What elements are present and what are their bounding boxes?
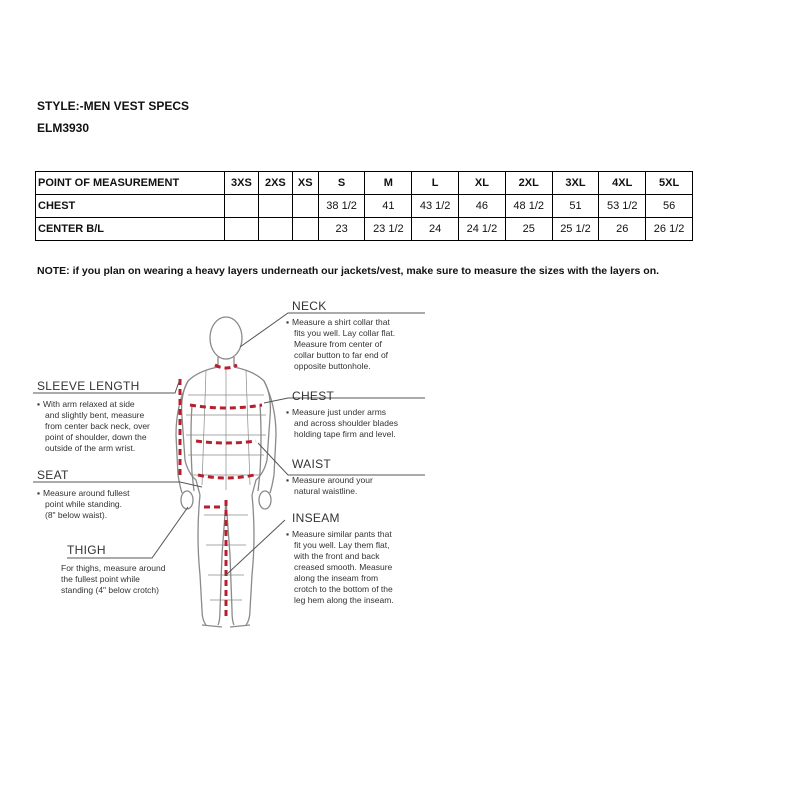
size-spec-table: [35, 171, 693, 241]
inseam-line: leg hem along the inseam.: [294, 595, 394, 605]
column-header: 3XL: [552, 172, 599, 195]
table-cell: 56: [646, 195, 693, 218]
table-cell: 23: [318, 218, 365, 241]
neck-line: Measure a shirt collar that: [292, 317, 390, 327]
seat-description: ▪ Measure around fullest point while standing. (8" below waist).: [37, 488, 130, 520]
layering-note: NOTE: if you plan on wearing a heavy layers underneath our jackets/vest, make sure to measure the sizes with the layers on.: [37, 265, 660, 277]
table-cell: 25 1/2: [552, 218, 599, 241]
chest-description: ▪ Measure just under arms and across shoulder blades holding tape firm and level.: [286, 407, 398, 439]
table-cell: 24: [412, 218, 459, 241]
column-header: L: [412, 172, 459, 195]
sleeve-line: point of shoulder, down the: [45, 432, 147, 442]
inseam-description: ▪ Measure similar pants that fit you well. Lay them flat, with the front and back creased smooth. Measure along the inseam from crotch to the bottom of the leg hem along the inseam.: [286, 529, 394, 605]
waist-line: natural waistline.: [294, 486, 358, 496]
table-cell: [292, 218, 318, 241]
table-cell: 25: [505, 218, 552, 241]
measurement-guide: [30, 295, 425, 640]
thigh-description: [61, 563, 165, 596]
inseam-line: crotch to the bottom of the: [294, 584, 393, 594]
table-cell: [225, 195, 259, 218]
style-code: ELM3930: [37, 121, 90, 135]
waist-line: Measure around your: [292, 475, 373, 485]
seat-line: Measure around fullest: [43, 488, 130, 498]
table-row: [36, 218, 693, 241]
column-header: M: [365, 172, 412, 195]
sleeve-line: from center back neck, over: [45, 421, 150, 431]
table-cell: [292, 195, 318, 218]
column-header: POINT OF MEASUREMENT: [36, 172, 225, 195]
row-label: CHEST: [36, 195, 225, 218]
column-header: 2XS: [258, 172, 292, 195]
column-header: XL: [459, 172, 506, 195]
inseam-line: fit you well. Lay them flat,: [294, 540, 390, 550]
row-label: CENTER B/L: [36, 218, 225, 241]
inseam-label: INSEAM: [292, 511, 340, 525]
table-cell: [258, 218, 292, 241]
table-cell: 53 1/2: [599, 195, 646, 218]
chest-line: Measure just under arms: [292, 407, 387, 417]
waist-description: ▪ Measure around your natural waistline.: [286, 475, 373, 496]
inseam-line: creased smooth. Measure: [294, 562, 393, 572]
column-header: 3XS: [225, 172, 259, 195]
thigh-line: For thighs, measure around: [61, 563, 166, 573]
neck-line: collar button to far end of: [294, 350, 389, 360]
neck-label: NECK: [292, 299, 327, 313]
style-title: STYLE:-MEN VEST SPECS: [37, 99, 190, 113]
thigh-label: THIGH: [67, 543, 106, 557]
seat-line: point while standing.: [45, 499, 123, 509]
table-cell: [225, 218, 259, 241]
chest-label: CHEST: [292, 389, 335, 403]
column-header: S: [318, 172, 365, 195]
neck-line: fits you well. Lay collar flat.: [294, 328, 396, 338]
chest-line: holding tape firm and level.: [294, 429, 396, 439]
table-cell: 24 1/2: [459, 218, 506, 241]
column-header: XS: [292, 172, 318, 195]
table-cell: 26 1/2: [646, 218, 693, 241]
sleeve-line: outside of the arm wrist.: [45, 443, 136, 453]
seat-line: (8" below waist).: [45, 510, 108, 520]
table-cell: 51: [552, 195, 599, 218]
table-cell: 23 1/2: [365, 218, 412, 241]
seat-label: SEAT: [37, 468, 69, 482]
table-cell: 46: [459, 195, 506, 218]
inseam-line: with the front and back: [294, 551, 380, 561]
waist-label: WAIST: [292, 457, 332, 471]
column-header: 5XL: [646, 172, 693, 195]
sleeve-line: and slightly bent, measure: [45, 410, 145, 420]
table-cell: [258, 195, 292, 218]
thigh-line: standing (4" below crotch): [61, 585, 159, 595]
table-row: [36, 195, 693, 218]
column-header: 2XL: [505, 172, 552, 195]
inseam-line: Measure similar pants that: [292, 529, 392, 539]
table-cell: 26: [599, 218, 646, 241]
table-header-row: [36, 172, 693, 195]
table-cell: 43 1/2: [412, 195, 459, 218]
table-cell: 38 1/2: [318, 195, 365, 218]
table-cell: 48 1/2: [505, 195, 552, 218]
table-cell: 41: [365, 195, 412, 218]
thigh-line: the fullest point while: [61, 574, 140, 584]
sleeve-length-label: SLEEVE LENGTH: [37, 379, 140, 393]
column-header: 4XL: [599, 172, 646, 195]
chest-line: and across shoulder blades: [294, 418, 398, 428]
neck-description: ▪ Measure a shirt collar that fits you well. Lay collar flat. Measure from center of collar button to far end of opposite buttonhole.: [286, 317, 396, 371]
neck-line: opposite buttonhole.: [294, 361, 371, 371]
neck-line: Measure from center of: [294, 339, 382, 349]
sleeve-length-description: ▪ With arm relaxed at side and slightly bent, measure from center back neck, over point of shoulder, down the outside of the arm wrist.: [37, 399, 150, 453]
sleeve-line: With arm relaxed at side: [43, 399, 135, 409]
inseam-line: along the inseam from: [294, 573, 379, 583]
